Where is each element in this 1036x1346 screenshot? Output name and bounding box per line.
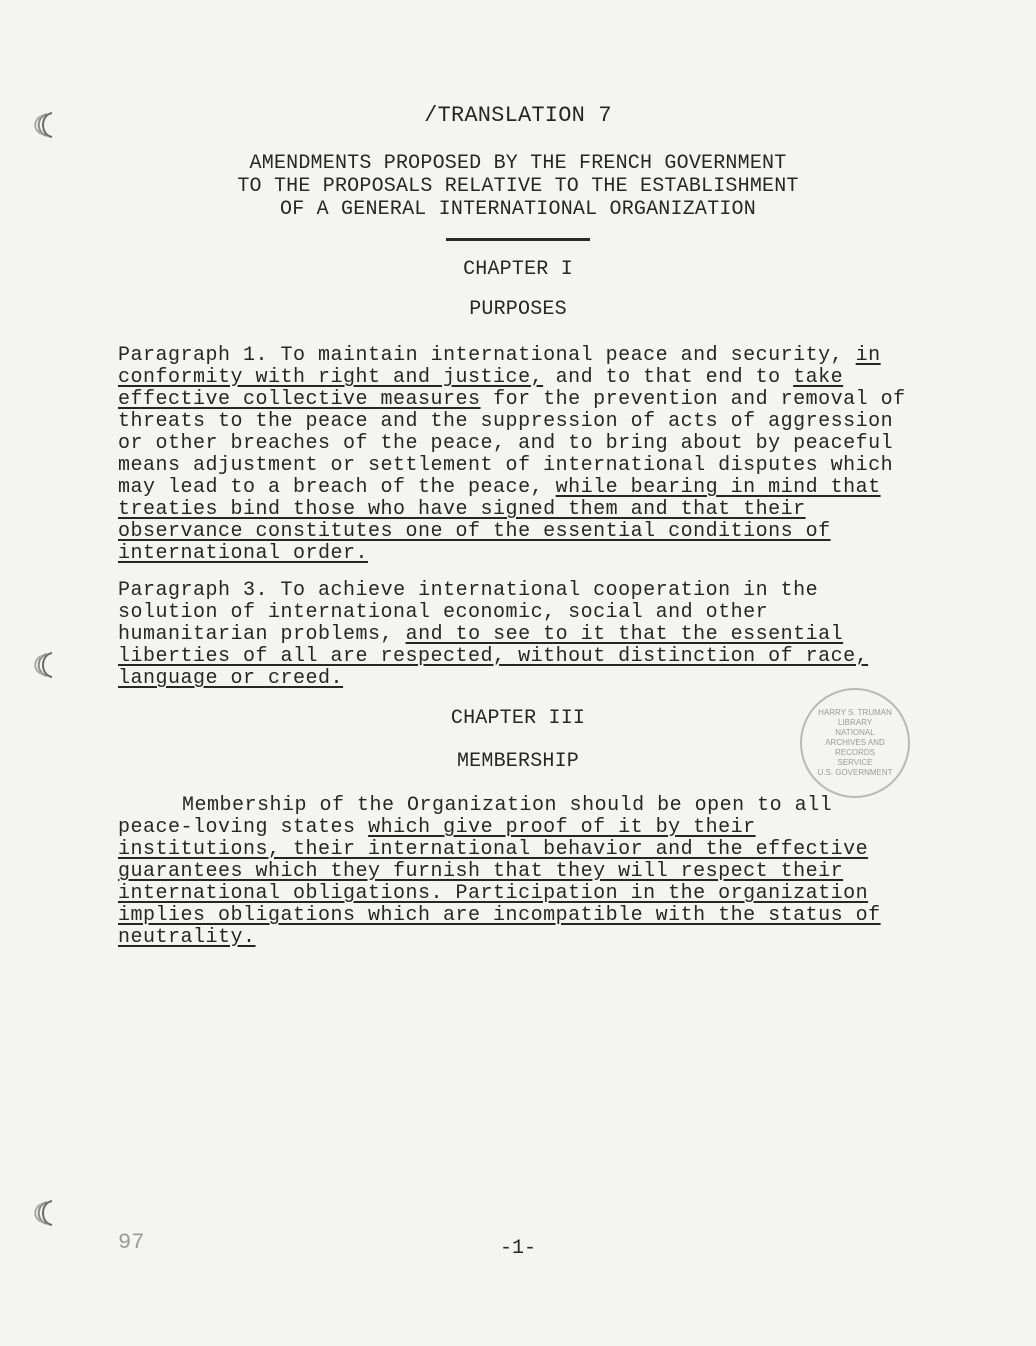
paragraph-3: Paragraph 3. To achieve international cooperation in the solution of international economic, social and other humanitarian problems, and to see to it that the essential liberties of all are respected, without distinction of race, language or creed. [118,579,869,690]
paragraph-label: Paragraph 3. [118,579,269,602]
membership-paragraph: Membership of the Organization should be open to all peace-loving states which give proof of it by their institutions, their international behavior and the effective guarantees which they furnish that they will respect their international obligations. Participation in the organization implies obligations which are incompatible with the status of neutrality. [118,794,881,949]
underlined-text: while bearing in mind that treaties bind those who have signed them and that their observance constitutes one of the essential conditions of international order. [118,476,881,565]
paragraph-1: Paragraph 1. To maintain international peace and security, in conformity with right and justice, and to that end to take effective collective measures for the prevention and removal of threats to the peace and the suppression of acts of aggression or other breaches of the peace, and to bring about by peaceful means adjustment or settlement of international disputes which may lead to a breach of the peace, while bearing in mind that treaties bind those who have signed them and that their observance constitutes one of the essential conditions of international order. [118,344,906,565]
divider [446,238,590,241]
title-line: OF A GENERAL INTERNATIONAL ORGANIZATION [280,198,756,221]
chapter-heading: CHAPTER I [463,258,573,281]
archive-stamp: HARRY S. TRUMAN LIBRARY NATIONAL ARCHIVES AND RECORDS SERVICE U.S. GOVERNMENT [800,688,910,798]
underlined-text: which give proof of it by their institutions, their international behavior and the effective guarantees which they furnish that they will respect their international obligations. Participation in the organization implies obligations which are incompatible with the status of neutrality. [118,816,881,949]
underlined-text: and to see to it that the essential liberties of all are respected, without distinction of race, language or creed. [118,623,869,690]
translation-label: /TRANSLATION 7 [424,103,612,128]
chapter-subheading: PURPOSES [469,298,567,321]
margin-number: 97 [118,1230,145,1255]
title-line: AMENDMENTS PROPOSED BY THE FRENCH GOVERNMENT [249,152,787,175]
underlined-text: in conformity with right and justice, [118,344,881,389]
punch-hole-mark-icon [30,650,60,680]
punch-hole-mark-icon [30,1198,60,1228]
chapter-subheading: MEMBERSHIP [456,750,580,773]
chapter-heading: CHAPTER III [450,707,586,730]
page-number: -1- [499,1237,536,1260]
paragraph-label: Paragraph 1. [118,344,269,367]
document-title [0,152,1036,221]
underlined-text: take effective collective measures [118,366,844,411]
title-line: TO THE PROPOSALS RELATIVE TO THE ESTABLISHMENT [237,175,799,198]
